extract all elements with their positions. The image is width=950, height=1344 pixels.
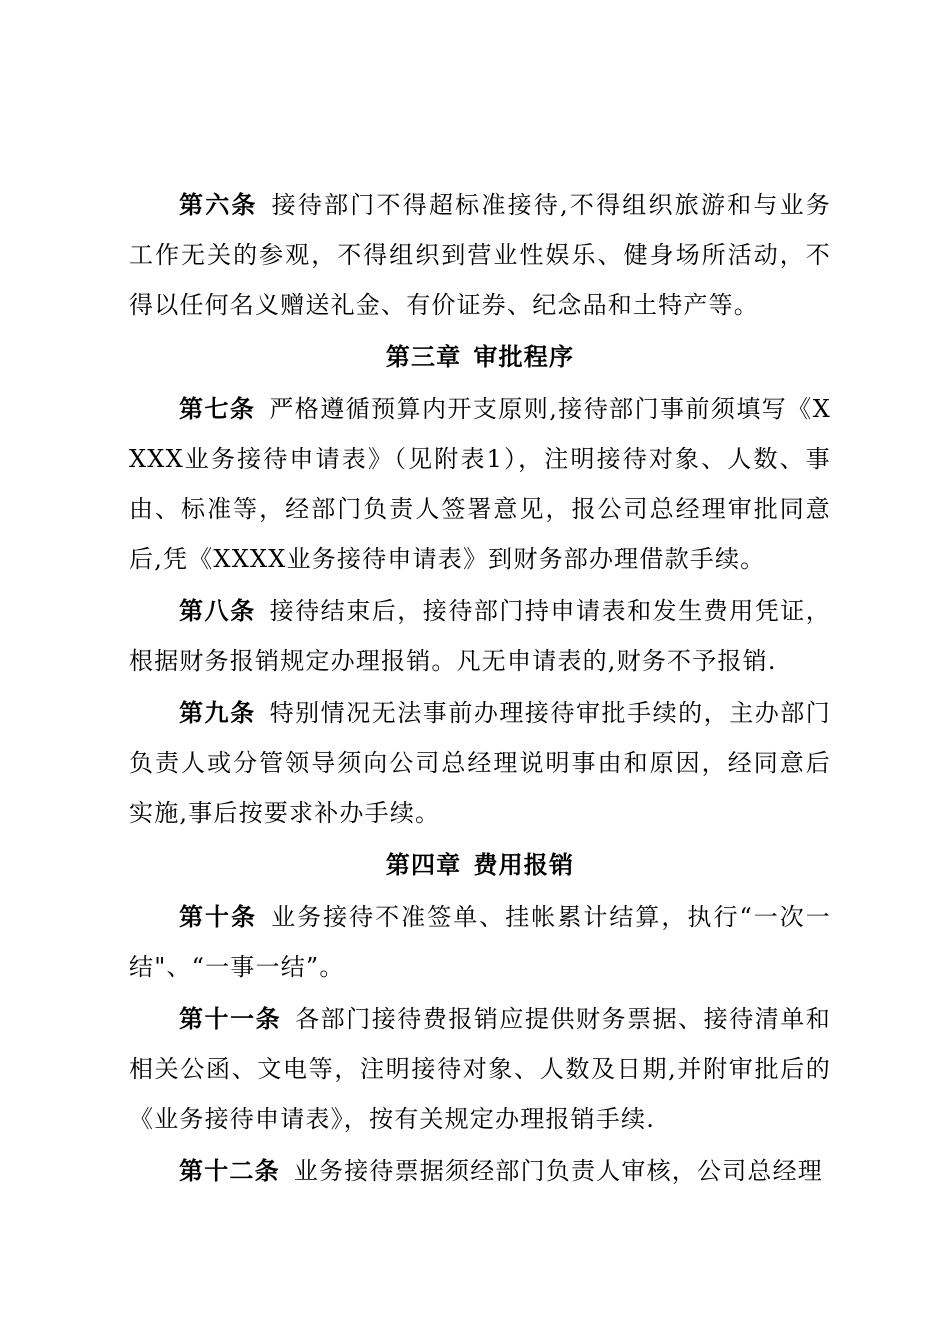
article-9: [129, 688, 831, 838]
article-6: [129, 180, 831, 330]
article-12-label: 第十二条: [179, 1157, 280, 1185]
chapter-3-heading: [129, 332, 831, 382]
article-10-label: 第十条: [179, 903, 258, 931]
document-body: [129, 180, 831, 1198]
article-10-text: 业务接待不准签单、挂帐累计结算，执行“一次一结"、“一事一结”。: [129, 903, 831, 981]
article-11-label: 第十一条: [179, 1005, 282, 1033]
article-12: [129, 1146, 831, 1196]
article-8-label: 第八条: [179, 597, 256, 625]
chapter-3-number: 第三章: [385, 343, 462, 371]
article-9-label: 第九条: [179, 699, 256, 727]
chapter-4-number: 第四章: [385, 851, 462, 879]
chapter-3-title: 审批程序: [473, 343, 575, 371]
article-8-text: 接待结束后，接待部门持申请表和发生费用凭证，根据财务报销规定办理报销。凡无申请表的,财务不予报销.: [129, 597, 831, 675]
article-6-label: 第六条: [179, 191, 258, 219]
article-6-text: 接待部门不得超标准接待,不得组织旅游和与业务工作无关的参观，不得组织到营业性娱乐、健身场所活动，不得以任何名义赠送礼金、有价证券、纪念品和土特产等。: [129, 191, 831, 319]
article-8: [129, 586, 831, 686]
article-10: [129, 892, 831, 992]
chapter-4-title: 费用报销: [473, 851, 575, 879]
article-11: [129, 994, 831, 1144]
article-7-text: 严格遵循预算内开支原则,接待部门事前须填写《XXXX业务接待申请表》（见附表1），注明接待对象、人数、事由、标准等，经部门负责人签署意见，报公司总经理审批同意后,凭《XXXX业务接待申请表》到财务部办理借款手续。: [129, 395, 831, 573]
article-12-text: 业务接待票据须经部门负责人审核，公司总经理: [293, 1157, 824, 1185]
article-9-text: 特别情况无法事前办理接待审批手续的，主办部门负责人或分管领导须向公司总经理说明事由和原因，经同意后实施,事后按要求补办手续。: [129, 699, 831, 827]
article-7: [129, 384, 831, 584]
chapter-4-heading: [129, 840, 831, 890]
article-11-text: 各部门接待费报销应提供财务票据、接待清单和相关公函、文电等，注明接待对象、人数及日期,并附审批后的《业务接待申请表》，按有关规定办理报销手续.: [129, 1005, 831, 1133]
article-7-label: 第七条: [179, 395, 256, 423]
